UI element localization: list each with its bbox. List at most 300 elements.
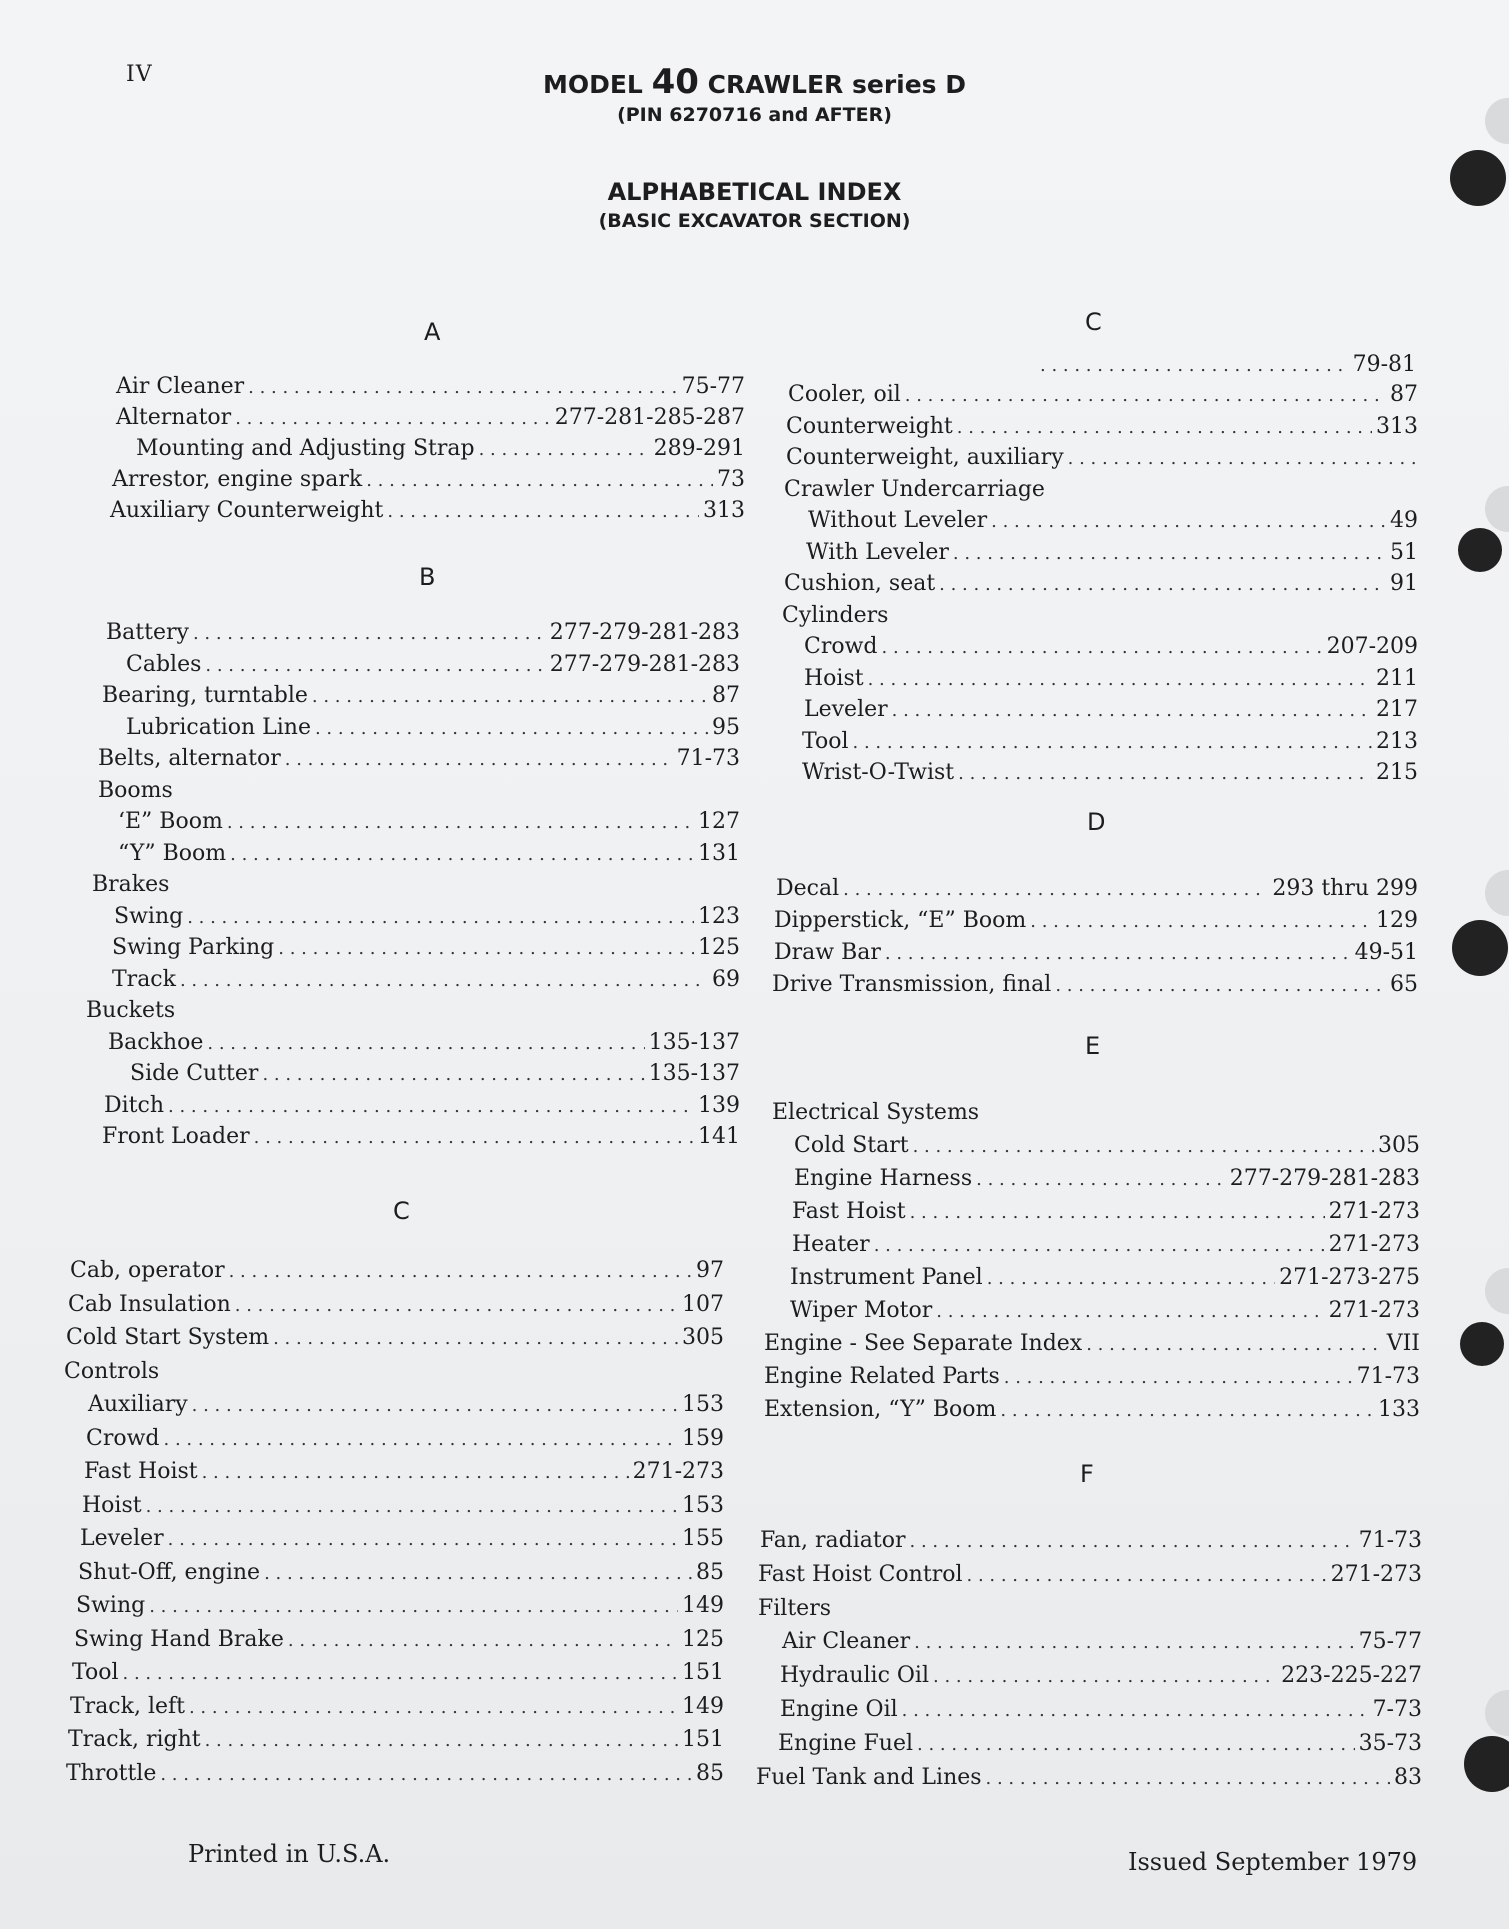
entry-label: Buckets xyxy=(86,998,176,1023)
index-entry xyxy=(778,1731,1422,1761)
model-number: 40 xyxy=(651,62,699,102)
entry-label: Swing Hand Brake xyxy=(74,1626,284,1652)
leader-dots xyxy=(207,1033,644,1054)
entry-label: Crawler Undercarriage xyxy=(784,476,1045,502)
index-entry xyxy=(804,666,1418,696)
entry-page: 293 thru 299 xyxy=(1272,876,1418,901)
entry-page: 135-137 xyxy=(648,1061,740,1086)
entry-label: Backhoe xyxy=(108,1029,204,1055)
entry-label: Ditch xyxy=(104,1092,165,1118)
leader-dots xyxy=(278,938,694,959)
entry-page: 271-273 xyxy=(1328,1232,1420,1257)
index-entry xyxy=(782,603,1418,633)
entry-label: Cables xyxy=(126,651,202,677)
entry-label: Swing xyxy=(114,903,184,929)
entry-label: Cold Start xyxy=(794,1133,909,1158)
leader-dots xyxy=(205,1730,678,1751)
leader-dots xyxy=(189,1697,678,1718)
binder-hole xyxy=(1458,528,1502,572)
entry-page: 215 xyxy=(1376,760,1418,785)
leader-dots xyxy=(953,543,1386,564)
entry-page: 125 xyxy=(682,1626,724,1652)
index-entry xyxy=(784,477,1418,507)
index-entry xyxy=(86,1426,724,1456)
entry-label: Filters xyxy=(758,1595,832,1621)
entry-label: Controls xyxy=(64,1358,160,1384)
leader-dots xyxy=(160,1764,692,1785)
leader-dots xyxy=(123,1663,679,1684)
leader-dots xyxy=(1068,448,1418,469)
leader-dots xyxy=(910,1202,1325,1223)
entry-page: 131 xyxy=(698,840,740,866)
entry-page: 135-137 xyxy=(648,1029,740,1055)
index-entry xyxy=(84,1459,724,1489)
entry-page: 75-77 xyxy=(681,374,745,399)
entry-label: ‘E” Boom xyxy=(118,809,223,834)
leader-dots xyxy=(914,1632,1354,1653)
entry-label: Instrument Panel xyxy=(790,1265,983,1290)
issued-date: Issued September 1979 xyxy=(1128,1848,1418,1876)
entry-page: 65 xyxy=(1390,972,1418,997)
leader-dots xyxy=(227,812,694,833)
entry-label: Engine - See Separate Index xyxy=(764,1331,1083,1356)
entry-page: 49 xyxy=(1390,508,1418,533)
leader-dots xyxy=(366,470,713,491)
leader-dots xyxy=(248,377,677,398)
leader-dots xyxy=(187,907,694,928)
index-entry xyxy=(758,1596,1422,1626)
entry-label: Crowd xyxy=(804,634,878,659)
leader-dots xyxy=(913,1136,1374,1157)
entry-label: Decal xyxy=(776,876,840,901)
leader-dots xyxy=(958,763,1372,784)
letter-heading-a: A xyxy=(424,318,441,346)
binder-hole xyxy=(1452,920,1508,976)
binder-hole xyxy=(1464,1736,1509,1792)
index-title: ALPHABETICAL INDEX xyxy=(607,178,902,206)
entry-label: Auxiliary Counterweight xyxy=(110,498,384,523)
entry-label: With Leveler xyxy=(806,539,949,565)
index-entry xyxy=(130,1061,740,1091)
entry-label: Hydraulic Oil xyxy=(780,1663,929,1689)
leader-dots xyxy=(205,655,545,676)
leader-dots xyxy=(1040,355,1349,376)
index-entry xyxy=(792,1232,1420,1262)
index-entry xyxy=(802,760,1418,790)
entry-page: 73 xyxy=(717,467,745,492)
entry-label: Booms xyxy=(98,777,173,803)
entry-page: 289-291 xyxy=(653,436,745,461)
edge-notch xyxy=(1485,1690,1509,1736)
leader-dots xyxy=(230,844,694,865)
entry-label: Engine Harness xyxy=(794,1166,973,1191)
leader-dots xyxy=(939,574,1386,595)
entry-label: Fuel Tank and Lines xyxy=(756,1764,982,1790)
leader-dots xyxy=(229,1261,692,1282)
index-entry xyxy=(112,967,740,997)
model-suffix: CRAWLER series D xyxy=(707,70,967,99)
entry-page: 7-73 xyxy=(1372,1697,1422,1722)
index-entry xyxy=(804,697,1418,727)
entry-label: Crowd xyxy=(86,1425,160,1451)
leader-dots xyxy=(288,1630,678,1651)
index-entry xyxy=(136,436,745,466)
leader-dots xyxy=(312,686,708,707)
entry-page: 213 xyxy=(1376,728,1418,754)
index-entry xyxy=(758,1562,1422,1592)
entry-label: Engine Oil xyxy=(780,1697,898,1722)
entry-page: 271-273 xyxy=(1330,1561,1422,1587)
entry-label: Swing xyxy=(76,1593,146,1618)
entry-label: Battery xyxy=(106,620,189,645)
index-entry xyxy=(806,540,1418,570)
entry-page: 87 xyxy=(712,683,740,708)
printed-in: Printed in U.S.A. xyxy=(188,1840,391,1868)
index-entry xyxy=(802,729,1418,759)
letter-heading-c: C xyxy=(393,1197,410,1225)
index-entry xyxy=(794,1133,1420,1163)
entry-label: Fan, radiator xyxy=(760,1528,906,1553)
index-entry xyxy=(82,1493,724,1523)
index-entry xyxy=(110,498,745,528)
entry-label: Fast Hoist xyxy=(84,1459,198,1484)
letter-heading-d: D xyxy=(1087,808,1106,836)
entry-label: Hoist xyxy=(804,665,864,691)
entry-label: Heater xyxy=(792,1232,870,1257)
entry-page: 149 xyxy=(682,1593,724,1618)
index-entry xyxy=(112,935,740,965)
index-entry xyxy=(116,405,745,435)
index-entry xyxy=(772,1100,1420,1130)
leader-dots xyxy=(264,1563,692,1584)
entry-label: Belts, alternator xyxy=(98,746,281,771)
index-entry xyxy=(772,972,1418,1002)
entry-label: Air Cleaner xyxy=(116,374,245,399)
index-entry xyxy=(764,1331,1420,1361)
letter-heading-e: E xyxy=(1085,1032,1101,1060)
entry-page: 141 xyxy=(698,1124,740,1149)
entry-page: 159 xyxy=(682,1425,724,1451)
index-entry xyxy=(774,940,1418,970)
entry-page: 149 xyxy=(682,1693,724,1719)
index-entry xyxy=(776,876,1418,906)
entry-page: 305 xyxy=(682,1325,724,1350)
entry-label: Track, left xyxy=(70,1693,185,1719)
leader-dots xyxy=(986,1768,1390,1789)
leader-dots xyxy=(192,1395,678,1416)
entry-label: Tool xyxy=(802,728,849,754)
index-entry xyxy=(794,1166,1420,1196)
index-entry xyxy=(112,467,745,497)
entry-page: 71-73 xyxy=(1356,1364,1420,1389)
entry-label: Brakes xyxy=(92,872,170,897)
entry-page: 153 xyxy=(682,1492,724,1518)
entry-page: 91 xyxy=(1390,571,1418,596)
entry-page: 71-73 xyxy=(676,746,740,771)
leader-dots xyxy=(149,1596,678,1617)
entry-page: 69 xyxy=(712,966,740,992)
letter-heading-f: F xyxy=(1080,1460,1094,1488)
pin-range: (PIN 6270716 and AFTER) xyxy=(617,104,892,126)
leader-dots xyxy=(387,501,699,522)
entry-page: 211 xyxy=(1376,665,1418,691)
entry-page: 277-279-281-283 xyxy=(549,620,740,645)
index-entry xyxy=(756,1765,1422,1795)
entry-page: 85 xyxy=(696,1559,724,1585)
entry-page: 107 xyxy=(682,1291,724,1317)
index-entry xyxy=(66,1761,724,1791)
entry-label: Arrestor, engine spark xyxy=(112,467,363,492)
leader-dots xyxy=(235,1295,678,1316)
leader-dots xyxy=(933,1666,1277,1687)
entry-page: 71-73 xyxy=(1358,1528,1422,1553)
index-entry xyxy=(764,1397,1420,1427)
entry-label: Engine Fuel xyxy=(778,1730,914,1756)
entry-page: 271-273 xyxy=(1328,1298,1420,1323)
index-entry xyxy=(108,1030,740,1060)
index-entry xyxy=(780,1697,1422,1727)
entry-label: Drive Transmission, final xyxy=(772,972,1052,997)
section-title: (BASIC EXCAVATOR SECTION) xyxy=(598,210,911,232)
leader-dots xyxy=(882,637,1323,658)
index-entry xyxy=(788,382,1418,412)
index-entry xyxy=(92,872,740,902)
entry-label: Auxiliary xyxy=(88,1392,188,1417)
leader-dots xyxy=(892,700,1372,721)
leader-dots xyxy=(885,943,1351,964)
index-entry xyxy=(70,1258,724,1288)
entry-page: 155 xyxy=(682,1526,724,1551)
entry-page: 207-209 xyxy=(1326,634,1418,659)
leader-dots xyxy=(902,1700,1369,1721)
leader-dots xyxy=(202,1462,629,1483)
index-entry xyxy=(70,1694,724,1724)
letter-heading-b: B xyxy=(419,563,436,591)
index-entry xyxy=(98,778,740,808)
entry-label: Counterweight xyxy=(786,413,953,439)
index-entry xyxy=(764,1364,1420,1394)
edge-notch xyxy=(1485,870,1509,916)
entry-page: 151 xyxy=(682,1660,724,1685)
model-prefix: MODEL xyxy=(542,70,643,99)
entry-label: Fast Hoist Control xyxy=(758,1561,963,1587)
index-entry xyxy=(782,1629,1422,1659)
entry-page: 123 xyxy=(698,903,740,929)
leader-dots xyxy=(905,385,1386,406)
leader-dots xyxy=(1086,1334,1383,1355)
index-entry xyxy=(102,683,740,713)
entry-page: 305 xyxy=(1378,1133,1420,1158)
entry-label: Engine Related Parts xyxy=(764,1364,1000,1389)
entry-page: 127 xyxy=(698,809,740,834)
entry-label: Cylinders xyxy=(782,602,889,628)
leader-dots xyxy=(987,1268,1275,1289)
entry-page: 313 xyxy=(703,498,745,523)
binder-hole xyxy=(1460,1322,1504,1366)
entry-label: Wiper Motor xyxy=(790,1298,933,1323)
entry-page: 271-273 xyxy=(632,1459,724,1484)
index-entry xyxy=(760,1528,1422,1558)
entry-page: 87 xyxy=(1390,382,1418,407)
leader-dots xyxy=(180,970,708,991)
entry-page: 223-225-227 xyxy=(1281,1663,1422,1689)
index-entry xyxy=(780,1663,1422,1693)
entry-label: Electrical Systems xyxy=(772,1100,980,1125)
entry-label: Draw Bar xyxy=(774,940,881,965)
entry-label: Mounting and Adjusting Strap xyxy=(136,436,475,461)
leader-dots xyxy=(917,1734,1355,1755)
entry-page: 125 xyxy=(698,935,740,960)
index-entry xyxy=(68,1727,724,1757)
index-entry xyxy=(118,841,740,871)
index-entry xyxy=(86,998,740,1028)
index-entry xyxy=(104,1093,740,1123)
entry-page: 277-281-285-287 xyxy=(554,405,745,430)
leader-dots xyxy=(1000,1400,1374,1421)
leader-dots xyxy=(1055,975,1386,996)
entry-label: Cab Insulation xyxy=(68,1291,231,1317)
leader-dots xyxy=(193,623,546,644)
entry-page: 95 xyxy=(712,714,740,740)
entry-label: Throttle xyxy=(66,1760,157,1786)
entry-label: Cushion, seat xyxy=(784,571,936,596)
entry-page: 129 xyxy=(1376,908,1418,933)
index-entry xyxy=(792,1199,1420,1229)
leader-dots xyxy=(868,669,1372,690)
index-entry xyxy=(74,1627,724,1657)
leader-dots xyxy=(273,1328,678,1349)
model-title xyxy=(0,62,1509,102)
entry-page: 277-279-281-283 xyxy=(549,651,740,677)
index-entry xyxy=(76,1593,724,1623)
leader-dots xyxy=(168,1096,694,1117)
leader-dots xyxy=(262,1064,644,1085)
index-entry xyxy=(98,746,740,776)
index-entry xyxy=(66,1325,724,1355)
edge-notch xyxy=(1485,1268,1509,1314)
entry-page: 271-273 xyxy=(1328,1199,1420,1224)
entry-label: Counterweight, auxiliary xyxy=(786,445,1064,470)
entry-page: 97 xyxy=(696,1258,724,1283)
entry-label: Lubrication Line xyxy=(126,714,311,740)
entry-label: Track, right xyxy=(68,1727,201,1752)
index-entry xyxy=(80,1526,724,1556)
entry-label: Leveler xyxy=(80,1526,164,1551)
leader-dots xyxy=(164,1429,678,1450)
index-entry xyxy=(106,620,740,650)
index-entry xyxy=(774,908,1418,938)
index-entry-page-only xyxy=(1040,352,1416,382)
entry-page: 151 xyxy=(682,1727,724,1752)
entry-label: Cold Start System xyxy=(66,1325,270,1350)
entry-label: Cooler, oil xyxy=(788,382,901,407)
leader-dots xyxy=(976,1169,1226,1190)
letter-heading-c-right: C xyxy=(1085,308,1102,336)
index-entry xyxy=(64,1359,724,1389)
index-entry xyxy=(126,652,740,682)
entry-page: 139 xyxy=(698,1092,740,1118)
entry-page: 51 xyxy=(1390,539,1418,565)
leader-dots xyxy=(1030,911,1372,932)
leader-dots xyxy=(479,439,650,460)
index-entry xyxy=(116,374,745,404)
entry-page: 313 xyxy=(1376,413,1418,439)
entry-page: 49-51 xyxy=(1354,940,1418,965)
entry-page: 217 xyxy=(1376,697,1418,722)
leader-dots xyxy=(254,1127,694,1148)
entry-page: 133 xyxy=(1378,1397,1420,1422)
entry-page: 85 xyxy=(696,1760,724,1786)
entry-label: Swing Parking xyxy=(112,935,275,960)
entry-label: Tool xyxy=(72,1660,119,1685)
index-entry xyxy=(102,1124,740,1154)
entry-label: Shut-Off, engine xyxy=(78,1559,261,1585)
index-entry xyxy=(68,1292,724,1322)
leader-dots xyxy=(285,749,673,770)
entry-label: Track xyxy=(112,966,176,992)
leader-dots xyxy=(967,1565,1327,1586)
leader-dots xyxy=(874,1235,1325,1256)
index-entry xyxy=(118,809,740,839)
leader-dots xyxy=(168,1529,678,1550)
entry-label: Extension, “Y” Boom xyxy=(764,1397,997,1422)
index-entry xyxy=(786,414,1418,444)
leader-dots xyxy=(853,732,1373,753)
leader-dots xyxy=(1004,1367,1353,1388)
index-entry xyxy=(804,634,1418,664)
entry-page: 35-73 xyxy=(1358,1730,1422,1756)
index-entry xyxy=(78,1560,724,1590)
entry-label: Cab, operator xyxy=(70,1258,225,1283)
index-entry xyxy=(786,445,1418,475)
index-entry xyxy=(126,715,740,745)
leader-dots xyxy=(235,408,551,429)
entry-label: Front Loader xyxy=(102,1124,250,1149)
entry-page: 271-273-275 xyxy=(1279,1265,1420,1290)
index-entry xyxy=(114,904,740,934)
leader-dots xyxy=(957,417,1372,438)
entry-label: Air Cleaner xyxy=(782,1629,911,1655)
edge-notch xyxy=(1485,486,1509,532)
entry-page: 153 xyxy=(682,1392,724,1417)
entry-label: Fast Hoist xyxy=(792,1199,906,1224)
entry-page: 277-279-281-283 xyxy=(1229,1166,1420,1191)
entry-label: “Y” Boom xyxy=(118,840,227,866)
entry-label: Side Cutter xyxy=(130,1061,259,1086)
entry-page: 75-77 xyxy=(1358,1629,1422,1655)
index-entry xyxy=(790,1298,1420,1328)
entry-label: Dipperstick, “E” Boom xyxy=(774,908,1027,933)
index-entry xyxy=(88,1392,724,1422)
entry-label: Hoist xyxy=(82,1492,142,1518)
page-number: IV xyxy=(126,62,153,87)
leader-dots xyxy=(936,1301,1324,1322)
leader-dots xyxy=(315,718,708,739)
entry-label: Alternator xyxy=(116,405,232,430)
index-entry xyxy=(72,1660,724,1690)
entry-label: Bearing, turntable xyxy=(102,683,308,708)
leader-dots xyxy=(910,1531,1355,1552)
entry-page: 83 xyxy=(1394,1764,1422,1790)
entry-label: Without Leveler xyxy=(808,508,988,533)
index-entry xyxy=(784,571,1418,601)
entry-label: Wrist-O-Twist xyxy=(802,760,955,785)
leader-dots xyxy=(991,511,1386,532)
entry-page: VII xyxy=(1386,1331,1420,1356)
leader-dots xyxy=(146,1496,678,1517)
index-entry xyxy=(808,508,1418,538)
entry-page: 79-81 xyxy=(1352,352,1416,377)
